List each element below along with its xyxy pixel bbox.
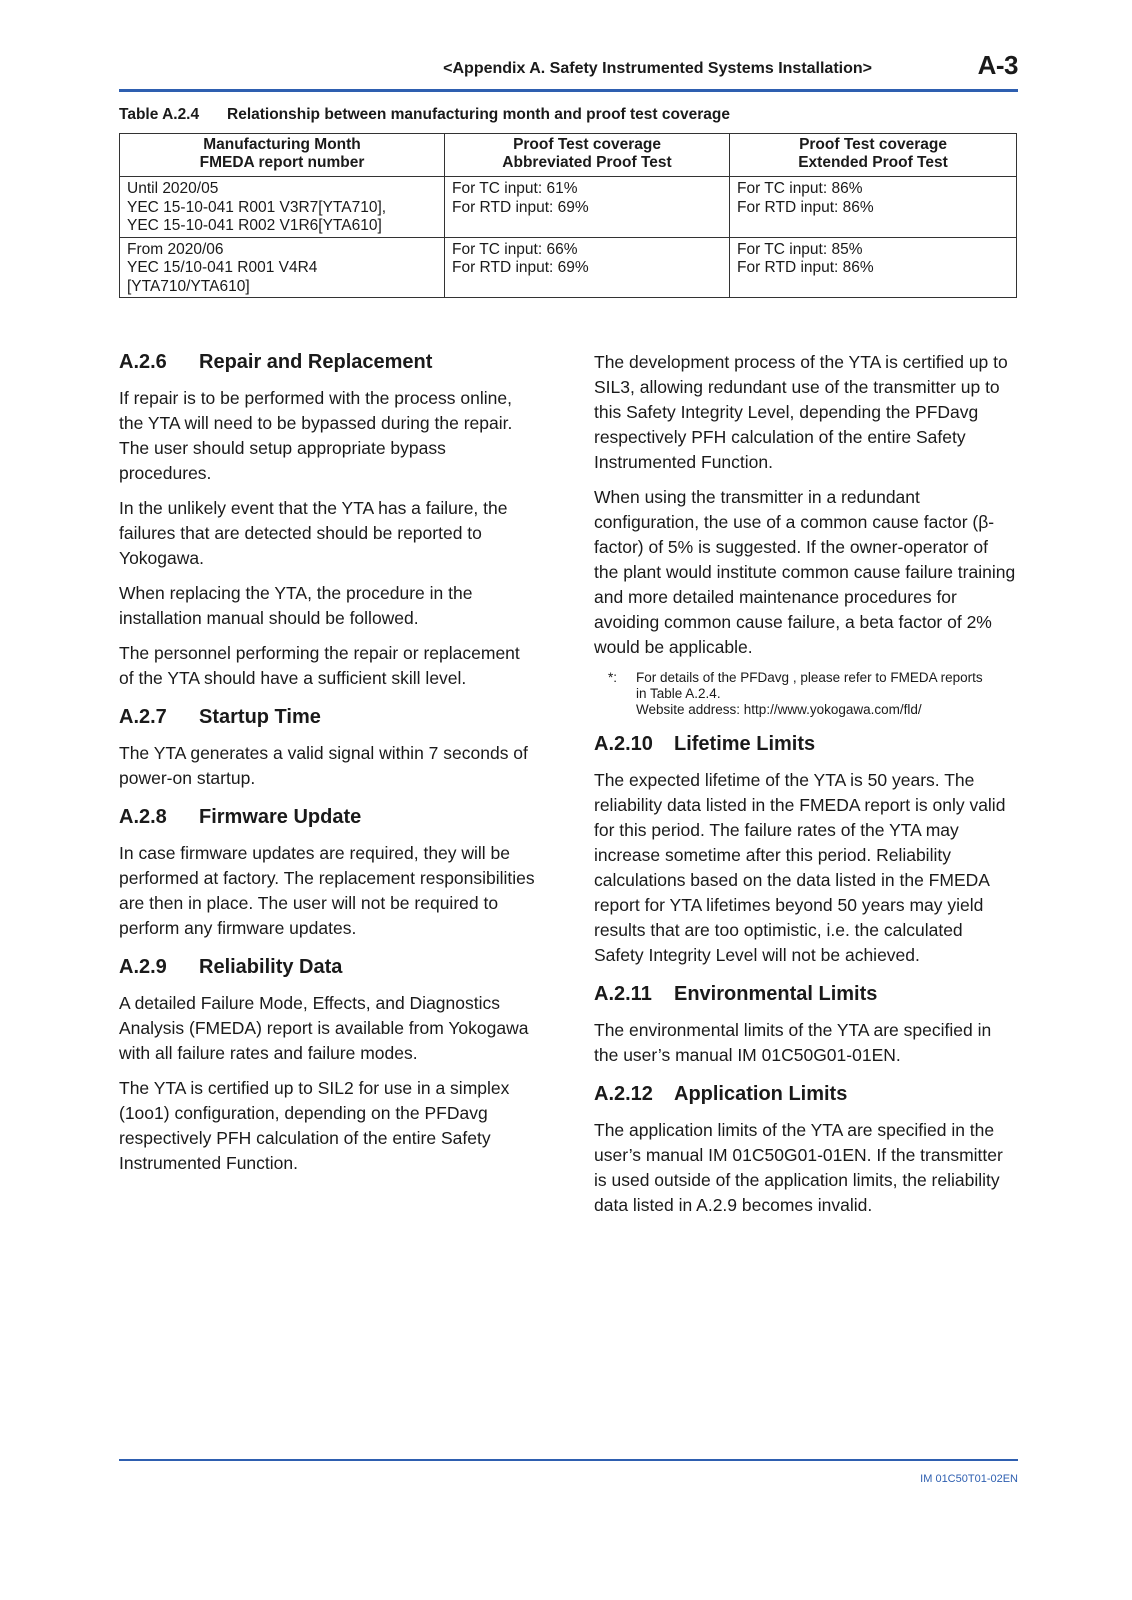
left-column [119,350,539,1190]
table-header-row [120,134,1017,177]
proof-test-coverage-table [119,133,1017,298]
paragraph: The application limits of the YTA are specified in the user’s manual IM 01C50G01-01EN. If the transmitter is used outside of the application limits, the reliability data listed in A.2.9 becomes invalid. [594,1120,1003,1215]
paragraph: In the unlikely event that the YTA has a failure, the failures that are detected should be reported to Yokogawa. [119,498,508,568]
table-cell-abbreviated: For TC input: 66% For RTD input: 69% [445,237,730,298]
page-number: A-3 [977,50,1018,80]
section-heading: A.2.8 Firmware Update [119,806,362,828]
footnote-mark: *: [608,670,618,685]
right-column [594,350,1016,1232]
paragraph: The development process of the YTA is certified up to SIL3, allowing redundant use of the transmitter up to this Safety Integrity Level, depending the PFDavg respectively PFH calculation of the entire Safety Instrumented Function. [594,352,1008,472]
section-startup-time [119,705,539,791]
footnote [608,670,1016,718]
paragraph: In case firmware updates are required, they will be performed at factory. The replacement responsibilities are then in place. The user will not be required to perform any firmware updates. [119,843,535,938]
document-number: IM 01C50T01-02EN [920,1473,1018,1485]
page-header [119,50,1018,92]
section-heading: A.2.10 Lifetime Limits [594,733,816,755]
table-cell-extended: For TC input: 85% For RTD input: 86% [730,237,1017,298]
header-title: <Appendix A. Safety Instrumented Systems Installation> [443,60,872,77]
header-manufacturing-month: Manufacturing Month FMEDA report number [120,134,445,177]
table-cell-extended: For TC input: 86% For RTD input: 86% [730,177,1017,238]
paragraph: If repair is to be performed with the process online, the YTA will need to be bypassed during the repair. The user should setup appropriate bypass procedures. [119,388,513,483]
header-rule [119,89,1018,92]
table-row [120,177,1017,238]
table-cell-abbreviated: For TC input: 61% For RTD input: 69% [445,177,730,238]
paragraph: When replacing the YTA, the procedure in the installation manual should be followed. [119,583,473,628]
footnote-text: For details of the PFDavg , please refer to FMEDA reports in Table A.2.4. Website address: http://www.yokogawa.com/fld/ [636,670,983,717]
table-caption [119,106,730,124]
section-repair-replacement [119,350,539,691]
footer-rule [119,1459,1018,1461]
section-heading: A.2.6 Repair and Replacement [119,351,433,373]
section-lifetime-limits [594,732,1016,968]
section-heading: A.2.11 Environmental Limits [594,983,878,1005]
paragraph: The personnel performing the repair or replacement of the YTA should have a sufficient skill level. [119,643,520,688]
section-heading: A.2.7 Startup Time [119,706,321,728]
section-firmware-update [119,805,539,941]
paragraph: The YTA generates a valid signal within 7 seconds of power-on startup. [119,743,528,788]
section-application-limits [594,1082,1016,1218]
section-environmental-limits [594,982,1016,1068]
section-heading: A.2.12 Application Limits [594,1083,848,1105]
header-extended-proof-test: Proof Test coverage Extended Proof Test [730,134,1017,177]
table-cell-report: Until 2020/05 YEC 15-10-041 R001 V3R7[YTA710], YEC 15-10-041 R002 V1R6[YTA610] [120,177,445,238]
header-abbreviated-proof-test: Proof Test coverage Abbreviated Proof Test [445,134,730,177]
paragraph: When using the transmitter in a redundant configuration, the use of a common cause factor (β-factor) of 5% is suggested. If the owner-operator of the plant would institute common cause failure training and more detailed maintenance procedures for avoiding common cause failure, a beta factor of 2% would be applicable. [594,487,1016,657]
table-caption-title: Relationship between manufacturing month and proof test coverage [227,106,730,123]
paragraph: The environmental limits of the YTA are specified in the user’s manual IM 01C50G01-01EN. [594,1020,992,1065]
paragraph: The expected lifetime of the YTA is 50 years. The reliability data listed in the FMEDA report is only valid for this period. The failure rates of the YTA may increase sometime after this period. Reliability calculations based on the data listed in the FMEDA report for YTA lifetimes beyond 50 years may yield results that are too optimistic, i.e. the calculated Safety Integrity Level will not be achieved. [594,770,1006,965]
website-address: Website address: http://www.yokogawa.com/fld/ [636,702,922,717]
section-reliability-data [119,955,539,1176]
table-row [120,237,1017,298]
section-heading: A.2.9 Reliability Data [119,956,343,978]
paragraph: A detailed Failure Mode, Effects, and Diagnostics Analysis (FMEDA) report is available from Yokogawa with all failure rates and failure modes. [119,993,529,1063]
paragraph: The YTA is certified up to SIL2 for use in a simplex (1oo1) configuration, depending on the PFDavg respectively PFH calculation of the entire Safety Instrumented Function. [119,1078,510,1173]
section-reliability-data-continued [594,350,1016,718]
table-caption-number: Table A.2.4 [119,106,200,123]
table-cell-report: From 2020/06 YEC 15/10-041 R001 V4R4 [YTA710/YTA610] [120,237,445,298]
